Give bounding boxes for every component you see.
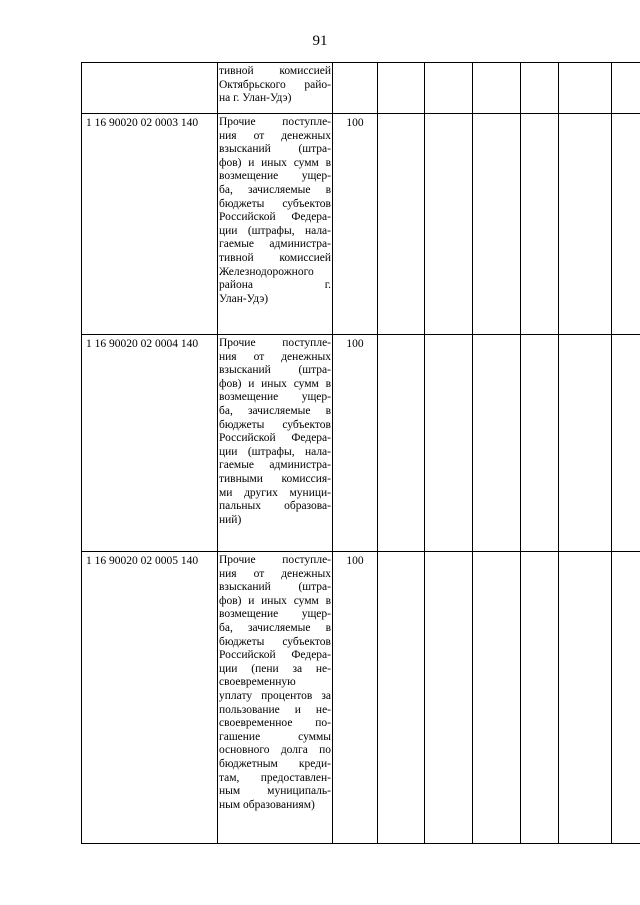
description-line: гаемые администра- bbox=[219, 238, 331, 251]
empty-cell bbox=[559, 63, 612, 114]
description-line: взысканий (штра- bbox=[219, 143, 331, 156]
description-line: Улан-Удэ) bbox=[219, 292, 269, 305]
description-line: ния от денежных bbox=[219, 567, 331, 580]
empty-cell bbox=[521, 63, 559, 114]
budget-code-cell: 1 16 90020 02 0005 140 bbox=[82, 552, 218, 844]
page-number: 91 bbox=[312, 33, 328, 49]
description-line: района г. bbox=[219, 279, 331, 292]
description-line: ния от денежных bbox=[219, 129, 331, 142]
budget-code-cell: 1 16 90020 02 0003 140 bbox=[82, 114, 218, 335]
description-line: Железнодорожного bbox=[219, 265, 314, 278]
description-line: фов) и иных сумм в bbox=[219, 377, 331, 390]
description-line: возмещение ущер- bbox=[219, 391, 331, 404]
budget-code-cell bbox=[82, 63, 218, 114]
description-line: на г. Улан-Удэ) bbox=[219, 92, 292, 105]
description-line: фов) и иных сумм в bbox=[219, 156, 331, 169]
description-cell bbox=[218, 63, 333, 114]
description-line: фов) и иных сумм в bbox=[219, 594, 331, 607]
value-cell: 100 bbox=[333, 335, 378, 552]
description-line: бюджетным креди- bbox=[219, 757, 331, 770]
description-line: Российской Федера- bbox=[219, 649, 331, 662]
description-line: тивными комиссия- bbox=[219, 472, 331, 485]
table-row bbox=[82, 552, 640, 844]
empty-cell bbox=[473, 335, 521, 552]
empty-cell bbox=[378, 114, 425, 335]
description-line: ба, зачисляемые в bbox=[219, 621, 331, 634]
description-line: Прочие поступле- bbox=[219, 116, 331, 128]
description-line: уплату процентов за bbox=[219, 689, 331, 702]
empty-cell bbox=[521, 114, 559, 335]
description-line: ния от денежных bbox=[219, 350, 331, 363]
table-body bbox=[82, 63, 640, 844]
description-line: возмещение ущер- bbox=[219, 608, 331, 621]
table-row bbox=[82, 63, 640, 114]
description-line: тивной комиссией bbox=[219, 65, 331, 77]
description-cell bbox=[218, 552, 333, 844]
description-line: ции (пени за не- bbox=[219, 662, 331, 675]
description-line: ным образованиям) bbox=[219, 798, 315, 811]
empty-cell bbox=[612, 335, 640, 552]
empty-cell bbox=[425, 552, 473, 844]
empty-cell bbox=[559, 335, 612, 552]
description-line: ми других муници- bbox=[219, 486, 331, 499]
value-cell bbox=[333, 63, 378, 114]
description-line: основного долга по bbox=[219, 744, 331, 757]
description-line: пользование и не- bbox=[219, 703, 331, 716]
empty-cell bbox=[473, 552, 521, 844]
description-cell bbox=[218, 335, 333, 552]
empty-cell bbox=[612, 63, 640, 114]
value-cell: 100 bbox=[333, 552, 378, 844]
budget-code-cell: 1 16 90020 02 0004 140 bbox=[82, 335, 218, 552]
empty-cell bbox=[559, 552, 612, 844]
table-row bbox=[82, 114, 640, 335]
empty-cell bbox=[559, 114, 612, 335]
empty-cell bbox=[425, 63, 473, 114]
description-line: Прочие поступле- bbox=[219, 337, 331, 349]
description-line: Российской Федера- bbox=[219, 211, 331, 224]
table-row bbox=[82, 335, 640, 552]
empty-cell bbox=[378, 63, 425, 114]
description-line: гашение суммы bbox=[219, 730, 331, 743]
description-line: бюджеты субъектов bbox=[219, 418, 331, 431]
description-line: там, предоставлен- bbox=[219, 771, 331, 784]
description-line: ции (штрафы, нала- bbox=[219, 224, 331, 237]
empty-cell bbox=[425, 114, 473, 335]
empty-cell bbox=[521, 552, 559, 844]
description-line: ний) bbox=[219, 513, 242, 526]
description-line: Прочие поступле- bbox=[219, 554, 331, 566]
description-line: бюджеты субъектов bbox=[219, 197, 331, 210]
description-line: Российской Федера- bbox=[219, 432, 331, 445]
description-line: гаемые администра- bbox=[219, 459, 331, 472]
description-cell bbox=[218, 114, 333, 335]
empty-cell bbox=[425, 335, 473, 552]
description-line: своевременное по- bbox=[219, 717, 331, 730]
description-line: ным муниципаль- bbox=[219, 785, 331, 798]
description-line: ба, зачисляемые в bbox=[219, 183, 331, 196]
empty-cell bbox=[521, 335, 559, 552]
budget-table bbox=[81, 62, 640, 844]
value-cell: 100 bbox=[333, 114, 378, 335]
description-line: тивной комиссией bbox=[219, 251, 331, 264]
description-line: своевременную bbox=[219, 676, 296, 689]
empty-cell bbox=[612, 114, 640, 335]
description-line: возмещение ущер- bbox=[219, 170, 331, 183]
empty-cell bbox=[612, 552, 640, 844]
description-line: бюджеты субъектов bbox=[219, 635, 331, 648]
empty-cell bbox=[378, 335, 425, 552]
description-line: ба, зачисляемые в bbox=[219, 404, 331, 417]
description-line: ции (штрафы, нала- bbox=[219, 445, 331, 458]
description-line: пальных образова- bbox=[219, 500, 331, 513]
empty-cell bbox=[473, 114, 521, 335]
description-line: взысканий (штра- bbox=[219, 581, 331, 594]
description-line: Октябрьского райо- bbox=[219, 78, 331, 91]
empty-cell bbox=[473, 63, 521, 114]
empty-cell bbox=[378, 552, 425, 844]
description-line: взысканий (штра- bbox=[219, 364, 331, 377]
